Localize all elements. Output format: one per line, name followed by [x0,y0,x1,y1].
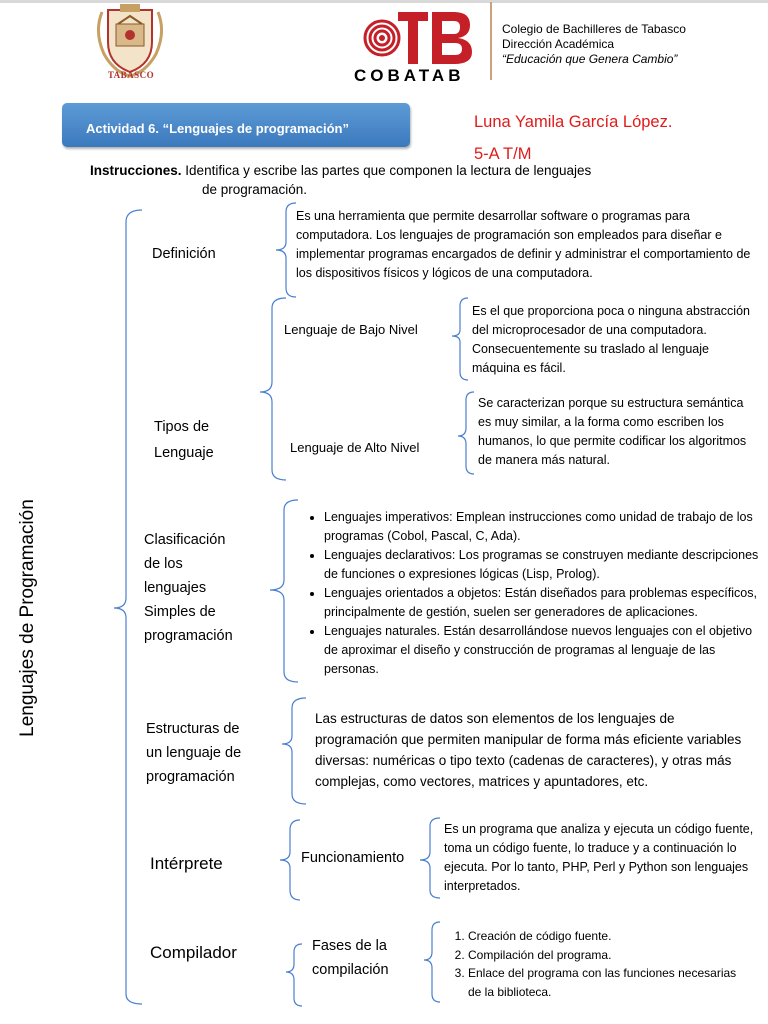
estructuras-label-line2: un lenguaje de [146,745,242,761]
interprete-bracket [280,820,300,900]
funcionamiento-label: Funcionamiento [301,850,405,866]
fases-bracket [424,922,440,1002]
estructuras-label-line1: Estructuras de [146,721,240,737]
clasificacion-item-declarativos: • Lenguajes declarativos: Los programas se construyen mediante descripciones de funciones o expresiones lógicas (Lisp, Prolog). [324,546,760,584]
activity-title: Actividad 6. “Lenguajes de programación” [86,121,349,136]
root-title: Lenguajes de Programación [17,499,38,737]
definicion-bracket [276,203,296,297]
funcionamiento-bracket [420,818,440,898]
institution-name: Colegio de Bachilleres de Tabasco [502,22,686,36]
bajo-text: Es el que proporciona poca o ninguna abstracción del microprocesador de una computadora. Consecuentemente su traslado al lenguaje máquina es fácil. [472,304,750,375]
cobatab-wordmark: COBATAB [354,66,465,85]
interprete-text: Es un programa que analiza y ejecuta un código fuente, toma un código fuente, lo traduce y a continuación lo ejecuta. Por lo tanto, PHP, Perl y Python son lenguajes interpretados. [444,822,754,893]
estructuras-bracket [282,698,306,804]
instructions-line1: Identifica y escribe las partes que componen la lectura de lenguajes [185,163,592,178]
tipos-label-line1: Tipos de [154,419,210,435]
compilador-label: Compilador [150,943,237,962]
clasificacion-label-line5: programación [144,628,233,644]
alto-label: Lenguaje de Alto Nivel [290,440,420,455]
estructuras-label [146,717,241,789]
institution-info [502,22,686,67]
tipos-label [154,414,214,466]
student-group: 5-A T/M [474,145,532,163]
clasificacion-bracket [270,500,298,682]
fases-label [312,934,389,982]
instructions [90,161,710,199]
activity-banner [62,103,410,147]
fases-label-line2: compilación [312,962,389,978]
student-name: Luna Yamila García López. [474,113,673,131]
instructions-line2: de programación. [202,182,308,197]
definicion-text: Es una herramienta que permite desarrollar software o programas para computadora. Los lenguajes de programación son empleados para diseñar e implementar programas encargados de definir y administrar el comportamiento de los dispositivos físicos y lógicos de una computadora. [296,209,751,280]
clasificacion-list [302,508,760,679]
estructuras-text: Las estructuras de datos son elementos de los lenguajes de programación que permiten manipular de forma más eficiente variables diversas: numéricas o tipo texto (cadenas de caracteres), y otras más complejas, como vectores, matrices y apuntadores, etc. [315,711,742,789]
estructuras-label-line3: programación [146,769,235,785]
bajo-bracket [452,298,468,380]
tipos-bracket [260,298,286,480]
department-name: Dirección Académica [502,37,615,51]
clasificacion-label-line4: Simples de [144,604,216,620]
slogan: “Educación que Genera Cambio” [502,52,678,66]
emblem-caption: TABASCO [107,70,155,80]
clasificacion-item-imperativos: • Lenguajes imperativos: Emplean instrucciones como unidad de trabajo de los programas (Cobol, Pascal, C, Ada). [324,508,760,546]
tipos-label-line2: Lenguaje [154,445,214,461]
interprete-label: Intérprete [150,854,223,873]
fase-2: 2. Compilación del programa. [468,946,746,965]
alto-text: Se caracterizan porque su estructura semántica es muy similar, a la forma como escriben los humanos, lo que permite codificar los algoritmos de manera más natural. [478,396,747,467]
header-divider [490,2,492,80]
clasificacion-label [144,528,233,648]
alto-bracket [458,392,474,474]
bajo-label: Lenguaje de Bajo Nivel [284,322,418,337]
fases-list [446,927,746,1001]
clasificacion-label-line1: Clasificación [144,532,226,548]
main-bracket [114,210,142,1004]
compilador-bracket [286,944,302,1006]
clasificacion-item-naturales: • Lenguajes naturales. Están desarrollándose nuevos lenguajes con el objetivo de aproximar el diseño y construcción de programas al lenguaje de las personas. [324,622,760,679]
definicion-label: Definición [152,246,216,262]
clasificacion-label-line3: lenguajes [144,580,207,596]
fase-1: 1. Creación de código fuente. [468,927,746,946]
instructions-label: Instrucciones. [90,163,182,178]
cobatab-logo [362,8,472,68]
clasificacion-label-line2: de los [144,556,183,572]
fase-3: 3. Enlace del programa con las funciones necesarias de la biblioteca. [468,964,746,1001]
clasificacion-item-objetos: • Lenguajes orientados a objetos: Están diseñados para problemas específicos, principalmente de gestión, suelen ser generadores de aplicaciones. [324,584,760,622]
fases-label-line1: Fases de la [312,938,387,954]
